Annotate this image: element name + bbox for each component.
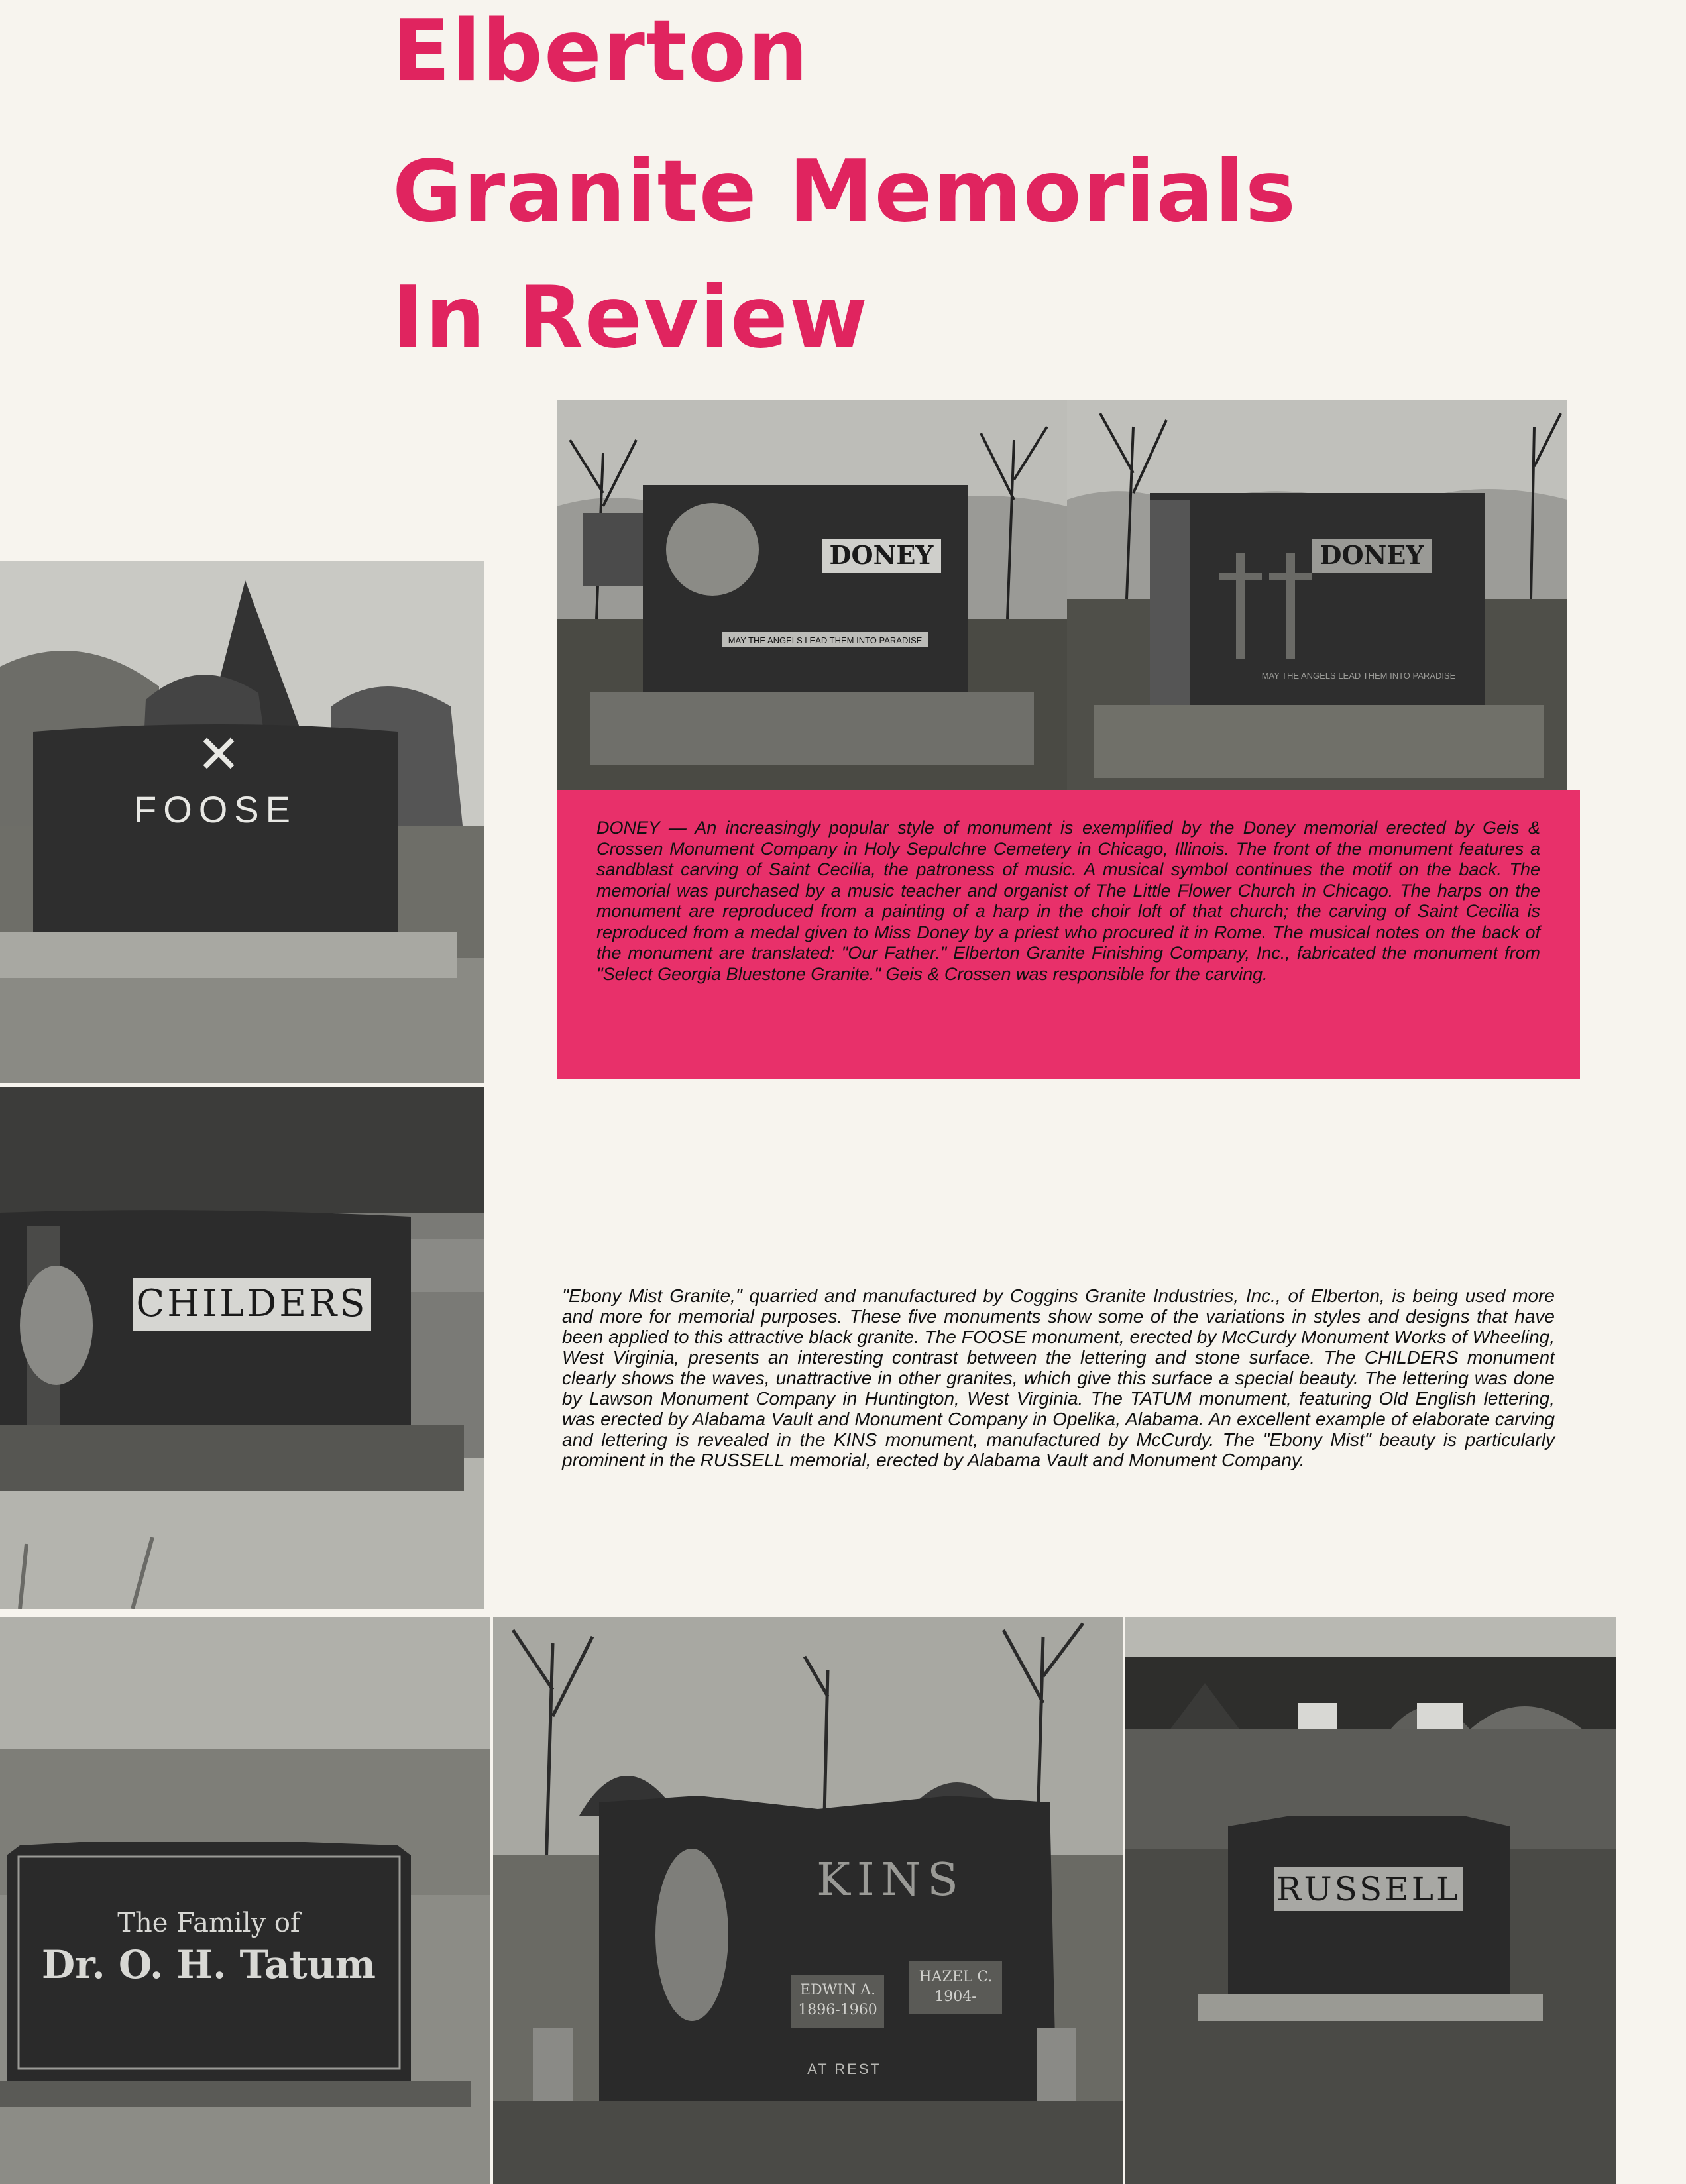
ebony-mist-paragraph: "Ebony Mist Granite," quarried and manufactured by Coggins Granite Industries, Inc., of Elberton, is being used more and more for memorial purposes. These five monuments show some of the variations in styles and designs that have been applied to this attractive black granite. The FOOSE monument, erected by McCurdy Monument Works of Wheeling, West Virginia, presents an interesting contrast between the lettering and stone surface. The CHILDERS monument clearly shows the waves, unattractive in other granites, which give this surface a special beauty. The lettering was done by Lawson Monument Company in Huntington, West Virginia. The TATUM monument, featuring Old English lettering, was erected by Alabama Vault and Monument Company in Opelika, Alabama. An excellent example of elaborate carving and lettering is revealed in the KINS monument, manufactured by McCurdy. The "Ebony Mist" beauty is particularly prominent in the RUSSELL memorial, erected by Alabama Vault and Monument Company. <box>562 1285 1555 1470</box>
doney-caption: DONEY — An increasingly popular style of monument is exemplified by the Doney memorial erected by Geis & Crossen Monument Company in Holy Sepulchre Cemetery in Chicago, Illinois. The front of the monument features a sandblast carving of Saint Cecilia, the patroness of music. A musical symbol continues the motif on the back. The memorial was purchased by a music teacher and organist of The Little Flower Church in Chicago. The harps on the monument are reproduced from a painting of a harp in the choir loft of that church; the carving of Saint Cecilia is reproduced from a medal given to Miss Doney by a priest who procured it in Rome. The musical notes on the back of the monument are translated: "Our Father." Elberton Granite Finishing Company, Inc., fabricated the monument from "Select Georgia Bluestone Granite." Geis & Crossen was responsible for the carving. <box>596 818 1540 984</box>
doney-back-photo <box>1067 400 1567 791</box>
headline-line-2: Granite Memorials <box>392 142 1298 241</box>
doney-front-name-plate: DONEY <box>829 540 934 570</box>
tatum-line-2: Dr. O. H. Tatum <box>41 1942 376 1987</box>
headline-line-3: In Review <box>392 268 870 367</box>
kins-photo <box>493 1617 1123 2184</box>
childers-photo <box>0 1087 484 1609</box>
doney-back-epitaph: MAY THE ANGELS LEAD THEM INTO PARADISE <box>1261 671 1456 681</box>
childers-name-plate: CHILDERS <box>136 1282 368 1325</box>
doney-back-name-plate: DONEY <box>1320 540 1424 570</box>
kins-right-plaque-dates: 1904- <box>934 1989 977 2005</box>
tatum-photo <box>0 1617 490 2184</box>
tatum-line-1: The Family of <box>117 1908 300 1938</box>
kins-footer: AT REST <box>807 2061 881 2077</box>
foose-photo <box>0 561 484 1083</box>
russell-photo <box>1125 1617 1616 2184</box>
foose-name-plate: FOOSE <box>133 789 298 830</box>
foose-cross: ✕ <box>196 725 241 784</box>
doney-front-epitaph: MAY THE ANGELS LEAD THEM INTO PARADISE <box>728 635 923 645</box>
headline-line-1: Elberton <box>392 2 810 101</box>
kins-left-plaque-name: EDWIN A. <box>799 1982 876 1998</box>
doney-front-photo <box>557 400 1067 791</box>
kins-right-plaque-name: HAZEL C. <box>919 1969 993 1985</box>
russell-name-plate: RUSSELL <box>1276 1870 1461 1908</box>
kins-left-plaque-dates: 1896-1960 <box>798 2002 877 2018</box>
kins-name-plate: KINS <box>816 1854 965 1906</box>
